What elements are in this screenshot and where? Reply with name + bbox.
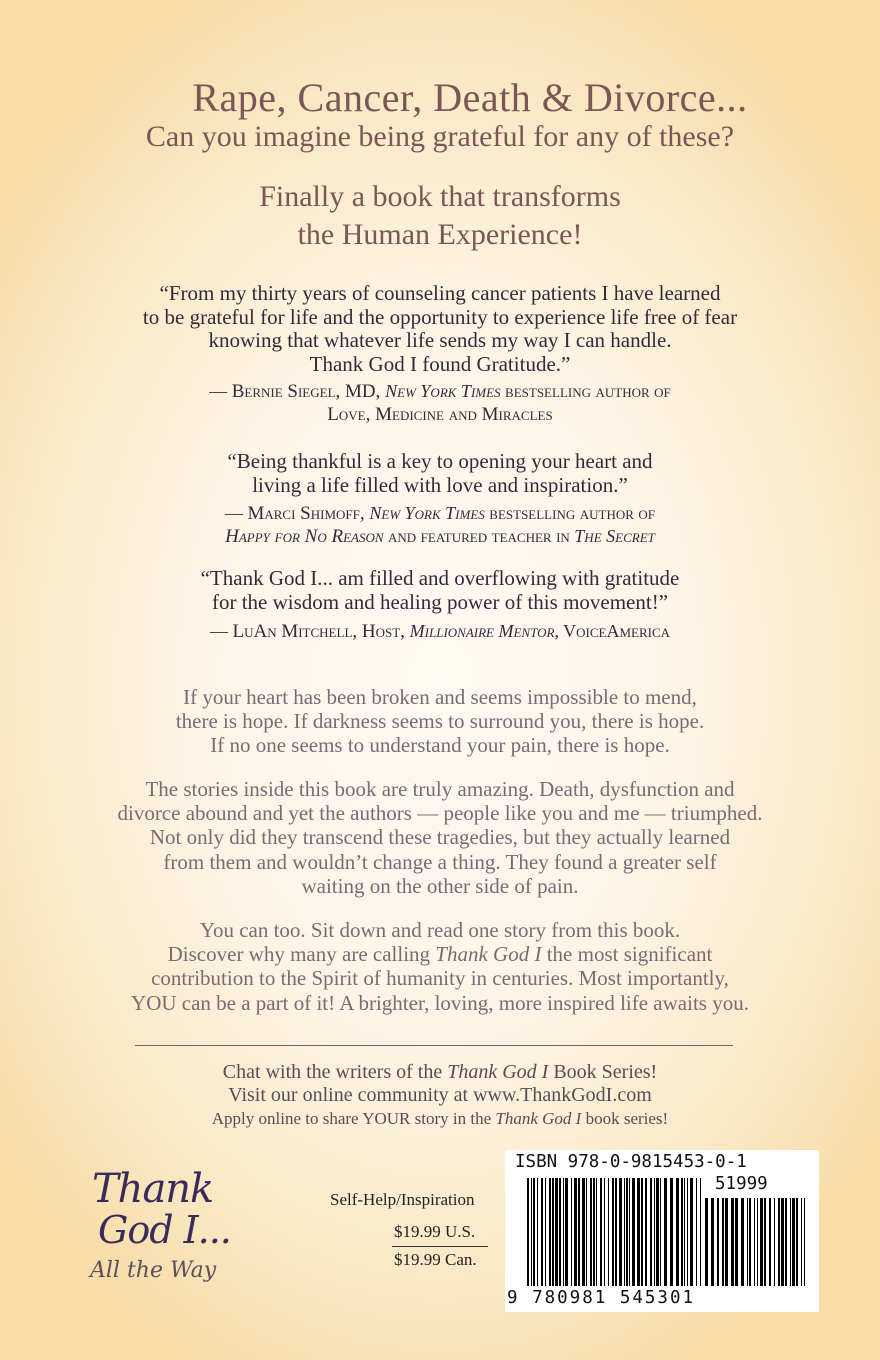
barcode-bar <box>582 1178 585 1286</box>
barcode-bar <box>792 1198 795 1286</box>
body-line: You can too. Sit down and read one story from this book. <box>199 918 681 942</box>
community-website: Visit our online community at www.ThankGodI.com <box>228 1083 652 1106</box>
body-line: waiting on the other side of pain. <box>301 873 579 898</box>
barcode-bar <box>545 1178 546 1286</box>
ean-digits: 9 780981 545301 <box>507 1288 696 1308</box>
barcode-bar <box>760 1198 763 1286</box>
barcode-bar <box>747 1198 748 1286</box>
barcode-bar <box>664 1178 667 1286</box>
barcode-bar <box>637 1178 640 1286</box>
attr-publication: New York Times <box>385 381 501 401</box>
barcode-bar <box>650 1178 652 1286</box>
testimonial-quote-2 <box>0 450 880 497</box>
body-line: If no one seems to understand your pain, there is hope. <box>210 733 670 758</box>
barcode-bar <box>559 1178 561 1286</box>
barcode-bar <box>552 1178 554 1286</box>
attr-publication: Millionaire Mentor <box>409 621 555 641</box>
body-paragraph-2 <box>0 777 880 898</box>
barcode-bar <box>670 1178 673 1286</box>
barcode-bar <box>586 1178 587 1286</box>
quote-line: living a life filled with love and inspiration.” <box>252 472 628 497</box>
barcode-bar <box>769 1198 771 1286</box>
barcode-bar <box>604 1178 605 1286</box>
barcode-bar <box>774 1198 775 1286</box>
attr-name: Bernie Siegel, MD, <box>231 381 386 402</box>
attr-description: bestselling author of <box>484 503 656 523</box>
barcode-bar <box>571 1178 572 1286</box>
barcode-bar <box>781 1198 784 1286</box>
attr-description: and featured teacher in <box>383 526 575 546</box>
quote-line: “Thank God I... am filled and overflowing with gratitude <box>200 566 680 590</box>
body-paragraph-1 <box>0 685 880 758</box>
barcode-bar <box>741 1198 744 1286</box>
book-title: Thank God I <box>447 1061 549 1083</box>
barcode-bar <box>796 1198 798 1286</box>
barcode-bar <box>593 1178 595 1286</box>
barcode-bar <box>596 1178 597 1286</box>
headline-line-2: Can you imagine being grateful for any of these? <box>145 120 735 153</box>
barcode-bar <box>735 1198 738 1286</box>
body-paragraph-3 <box>0 918 880 1015</box>
barcode-bar <box>778 1198 780 1286</box>
community-line-3: Apply online to share YOUR story in the Thank God I book series! <box>211 1109 669 1128</box>
barcode-bar <box>681 1178 683 1286</box>
barcode-bar <box>804 1198 805 1286</box>
divider <box>135 1045 733 1046</box>
barcode-bar <box>725 1198 728 1286</box>
thank-god-i-logo <box>88 1160 258 1300</box>
barcode-bar <box>563 1178 564 1286</box>
quote-line: Thank God I found Gratitude.” <box>309 351 571 376</box>
attr-book-title: Happy for No Reason <box>225 526 384 547</box>
attr-name: LuAn Mitchell, Host, <box>232 621 410 642</box>
barcode-bar <box>624 1178 625 1286</box>
barcode-bar <box>700 1178 701 1286</box>
barcode-bar <box>676 1178 679 1286</box>
attr-dash: — <box>209 381 232 401</box>
quote-line: for the wisdom and healing power of this movement!” <box>211 589 669 614</box>
barcode-bar <box>533 1178 535 1286</box>
barcode-bar <box>641 1178 643 1286</box>
price-code-label: 51999 <box>715 1174 768 1194</box>
category-label: Self-Help/Inspiration <box>330 1190 475 1209</box>
barcode-bar <box>574 1178 577 1286</box>
barcode-bar <box>555 1178 558 1286</box>
body-line: Not only did they transcend these tragedies, but they actually learned <box>149 825 731 850</box>
attr-book-title-2: The Secret <box>574 526 655 546</box>
barcode-bar <box>656 1178 659 1286</box>
barcode-bar <box>790 1198 791 1286</box>
barcode-bar <box>632 1178 635 1286</box>
logo-tagline: All the Way <box>90 1258 217 1283</box>
body-line: The stories inside this book are truly amazing. Death, dysfunction and <box>145 777 735 801</box>
barcode-bar <box>711 1198 714 1286</box>
attr-name: Marci Shimoff, <box>247 503 370 524</box>
attr-publication: New York Times <box>369 503 485 523</box>
barcode-bar <box>626 1178 628 1286</box>
barcode-bar <box>645 1178 647 1286</box>
barcode-bar <box>660 1178 661 1286</box>
body-line: Discover why many are calling Thank God I the most significant <box>167 942 713 967</box>
testimonial-attribution-3 <box>0 620 880 643</box>
barcode-bar <box>687 1178 688 1286</box>
attr-description: bestselling author of <box>500 381 671 401</box>
quote-line: “From my thirty years of counseling cancer patients I have learned <box>159 281 721 305</box>
barcode-bar <box>600 1178 602 1286</box>
barcode-bar <box>785 1198 787 1286</box>
quote-line: “Being thankful is a key to opening your heart and <box>227 449 653 473</box>
barcode-bar <box>537 1178 538 1286</box>
barcode-bar <box>722 1198 724 1286</box>
book-title: Thank God I <box>495 1109 582 1128</box>
barcode-bar <box>654 1178 655 1286</box>
price-divider <box>392 1246 488 1247</box>
barcode-bar <box>757 1198 758 1286</box>
community-info <box>0 1061 880 1106</box>
barcode-bar <box>754 1198 755 1286</box>
barcode-bar <box>619 1178 622 1286</box>
attr-dash: — <box>209 621 233 641</box>
testimonial-quote-3 <box>0 567 880 614</box>
quote-line: knowing that whatever life sends my way I can handle. <box>208 328 672 352</box>
barcode-bar <box>731 1198 734 1286</box>
tagline-line-2: the Human Experience! <box>297 218 583 251</box>
tagline <box>0 178 880 254</box>
barcode-area <box>505 1150 819 1312</box>
barcode-bar <box>608 1178 609 1286</box>
testimonial-quote-1 <box>0 282 880 376</box>
addon-barcode <box>705 1198 807 1286</box>
body-line: there is hope. If darkness seems to surround you, there is hope. <box>175 709 705 734</box>
barcode-bar <box>531 1178 532 1286</box>
barcode-bar <box>541 1178 543 1286</box>
barcode-bar <box>549 1178 551 1286</box>
attr-description: , VoiceAmerica <box>554 621 670 641</box>
barcode-bar <box>801 1198 802 1286</box>
barcode-bar <box>590 1178 592 1286</box>
barcode-bar <box>629 1178 630 1286</box>
barcode-bar <box>705 1198 708 1286</box>
body-line: YOU can be a part of it! A brighter, loving, more inspired life awaits you. <box>131 990 749 1015</box>
barcode-bar <box>690 1178 693 1286</box>
ean-barcode <box>527 1178 703 1286</box>
attr-book-title: Love, Medicine and Miracles <box>327 404 553 425</box>
barcode-bar <box>527 1178 529 1286</box>
barcode-bar <box>565 1178 568 1286</box>
logo-line-2: God I... <box>98 1208 231 1252</box>
barcode-bar <box>717 1198 719 1286</box>
quote-line: to be grateful for life and the opportunity to experience life free of fear <box>142 304 738 329</box>
barcode-bar <box>749 1198 751 1286</box>
book-title: Thank God I <box>435 942 542 967</box>
tagline-line-1: Finally a book that transforms <box>259 180 621 213</box>
attr-dash: — <box>224 503 248 523</box>
barcode-bar <box>578 1178 580 1286</box>
logo-line-1: Thank <box>92 1166 214 1212</box>
body-line: contribution to the Spirit of humanity in centuries. Most importantly, <box>151 966 729 991</box>
community-line-1: Chat with the writers of the Thank God I Book Series! <box>222 1061 658 1083</box>
barcode-bar <box>684 1178 685 1286</box>
barcode-bar <box>612 1178 614 1286</box>
barcode-bar <box>696 1178 697 1286</box>
isbn-label: ISBN 978-0-9815453-0-1 <box>515 1152 747 1172</box>
testimonial-attribution-2 <box>0 502 880 548</box>
body-line: divorce abound and yet the authors — people like you and me — triumphed. <box>117 801 763 826</box>
body-line: If your heart has been broken and seems impossible to mend, <box>183 685 697 709</box>
price-us: $19.99 U.S. <box>394 1222 476 1241</box>
price-canada: $19.99 Can. <box>394 1250 477 1269</box>
barcode-bar <box>764 1198 766 1286</box>
body-line: from them and wouldn’t change a thing. They found a greater self <box>163 849 717 874</box>
barcode-bar <box>615 1178 617 1286</box>
testimonial-attribution-1 <box>0 380 880 426</box>
headline-line-1: Rape, Cancer, Death & Divorce... <box>192 75 748 120</box>
